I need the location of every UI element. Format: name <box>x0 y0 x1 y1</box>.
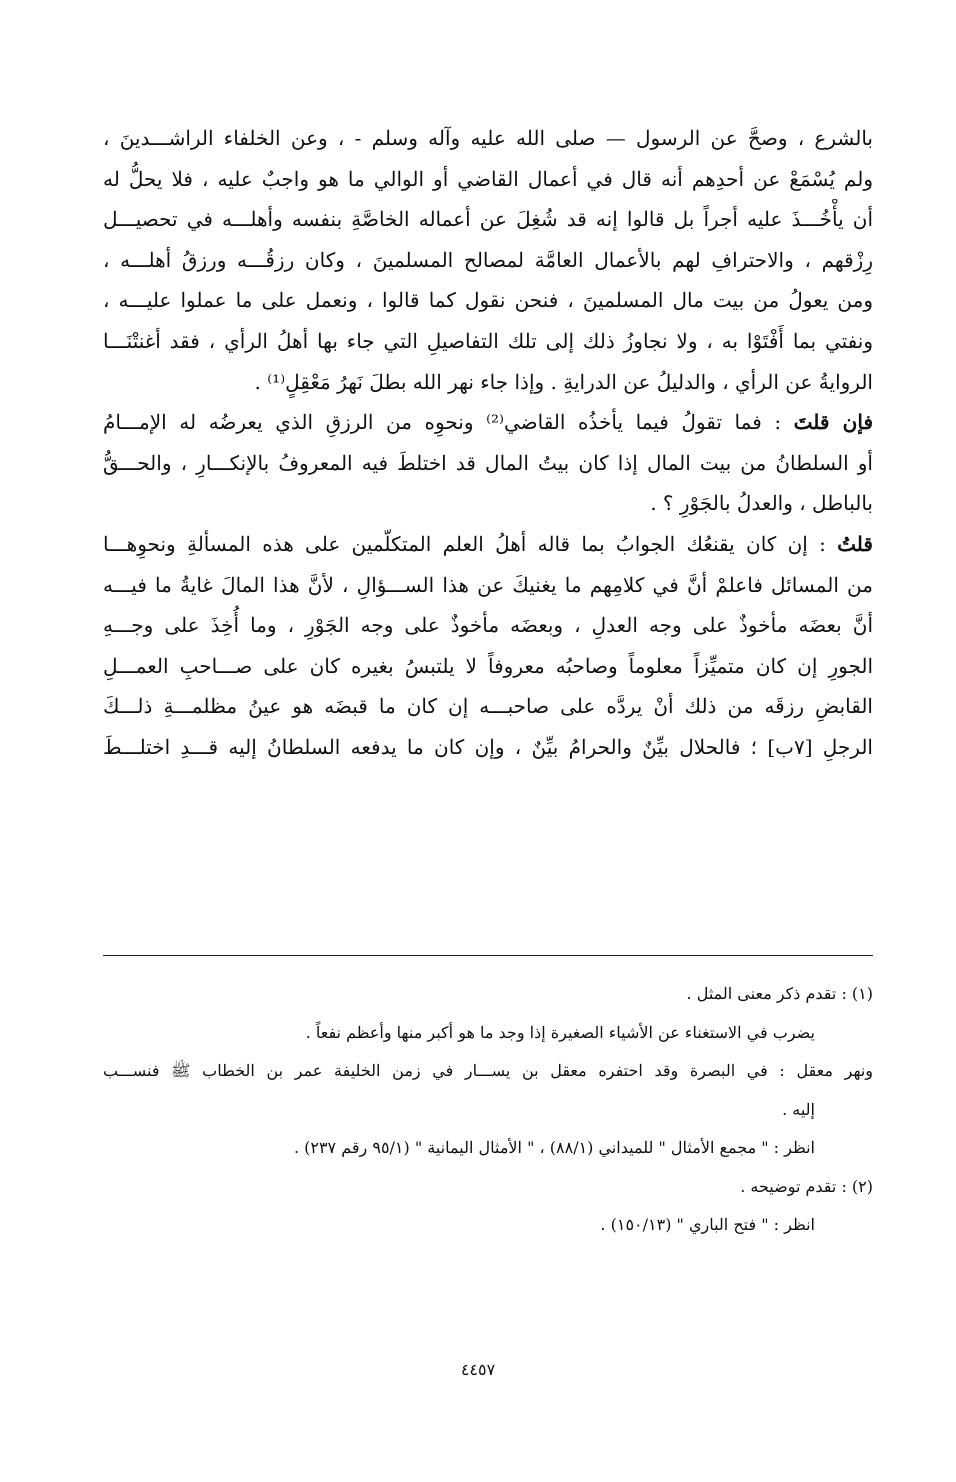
question-text: : فما تقولُ فيما يأخذُه القاضي⁽²⁾ ونحوِه من الرزقِ الذي يعرضُه له الإمـــامُ <box>103 410 794 435</box>
footnote-line: (٢) : تقدم توضيحه . <box>740 1176 873 1196</box>
main-text <box>103 118 873 768</box>
text-line: ونفتي بما أَفْتَوْا به ، ولا نجاوزُ ذلك إلى تلك التفاصيلِ التي جاء بها أهلُ الرأي ، فقد أغنتْنَـــا <box>103 328 873 353</box>
footnotes <box>103 975 873 1245</box>
footnote-line: انظر : " فتح الباري " (١٥٠/١٣) . <box>600 1215 815 1234</box>
text-line: ولم يُسْمَعْ عن أحدِهم أنه قال في أعمال القاضي أو الوالي ما هو واجبٌ عليه ، فلا يحلُّ له <box>103 166 873 191</box>
footnote-line: ونهر معقل : في البصرة وقد احتفره معقل بن يســـار في زمن الخليفة عمر بن الخطاب ﷺ فنســـب <box>103 1061 873 1080</box>
text-line: رِزْقهم ، والاحترافِ لهم بالأعمال العامَّة لمصالح المسلمينَ ، وكان رزقُـــه ورزقُ أهلـــه ، <box>103 247 873 272</box>
footnote-line: إليه . <box>782 1099 815 1119</box>
footnote-line: (١) : تقدم ذكر معنى المثل . <box>686 984 873 1003</box>
text-line: الروايةُ عن الرأي ، والدليلُ عن الدرايةِ . وإذا جاء نهر الله بطلَ نَهرُ مَعْقِلٍ⁽¹⁾ . <box>254 369 873 394</box>
answer-first-line <box>103 524 873 565</box>
question-first-line <box>103 402 873 443</box>
text-line: أن يأْخُـــذَ عليه أجراً بل قالوا إنه قد شُغِلَ عن أعماله الخاصَّةِ بنفسه وأهلـــه في تحصيـــل <box>103 207 873 232</box>
text-line: من المسائل فاعلمْ أنَّ في كلامِهم ما يغنيكَ عن هذا الســـؤالِ ، لأنَّ هذا المالَ غايةُ ما فيـــه <box>103 572 873 597</box>
text-line: أنَّ بعضَه مأخوذٌ على وجه العدلِ ، وبعضَه مأخوذٌ على وجه الجَوْرِ ، وما أُخِذَ على وجـــهِ <box>103 613 873 638</box>
question-lead: فإن قلتَ <box>793 410 873 435</box>
footnote-divider <box>103 955 873 956</box>
text-line: بالشرع ، وصحَّ عن الرسول — صلى الله عليه وآله وسلم - ، وعن الخلفاء الراشـــدينَ ، <box>103 126 873 150</box>
text-line: الرجلِ [٧ب] ؛ فالحلال بيِّنٌ والحرامُ بيِّنٌ ، وإن كان ما يدفعه السلطانُ إليه قـــدِ اختلـــطَ <box>103 734 873 759</box>
text-line: الجورِ إن كان متميِّزاً معلوماً وصاحبُه معروفاً لا يلتبسُ بغيره كان على صـــاحبِ العمـــلِ <box>103 653 873 678</box>
text-line: بالباطل ، والعدلُ بالجَوْرِ ؟ . <box>650 491 873 516</box>
answer-text: : إن كان يقنعُك الجوابُ بما قاله أهلُ العلم المتكلّمين على هذه المسألةِ ونحوِهـــا <box>103 531 838 556</box>
page-number: ٤٤٥٧ <box>460 1360 496 1379</box>
text-line: أو السلطانُ من بيت المال إذا كان بيتُ المال قد اختلطَ فيه المعروفُ بالإنكـــارِ ، والحـــقُّ <box>103 450 873 475</box>
text-line: ومن يعولُ من بيت مال المسلمينَ ، فنحن نقول كما قالوا ، ونعمل على ما عملوا عليـــه ، <box>103 288 873 313</box>
footnote-line: يضرب في الاستغناء عن الأشياء الصغيرة إذا وجد ما هو أكبر منها وأعظم نفعاً . <box>305 1022 815 1042</box>
text-line: القابضِ رزقَه من ذلك أنْ يردَّه على صاحبـــه إن كان ما قبضَه هو عينُ مظلمـــةِ ذلـــكَ <box>103 694 873 719</box>
footnote-line: انظر : " مجمع الأمثال " للميداني (٨٨/١) ، " الأمثال اليمانية " (٩٥/١ رقم ٢٣٧) . <box>293 1138 815 1157</box>
answer-lead: قلتُ <box>837 531 873 556</box>
